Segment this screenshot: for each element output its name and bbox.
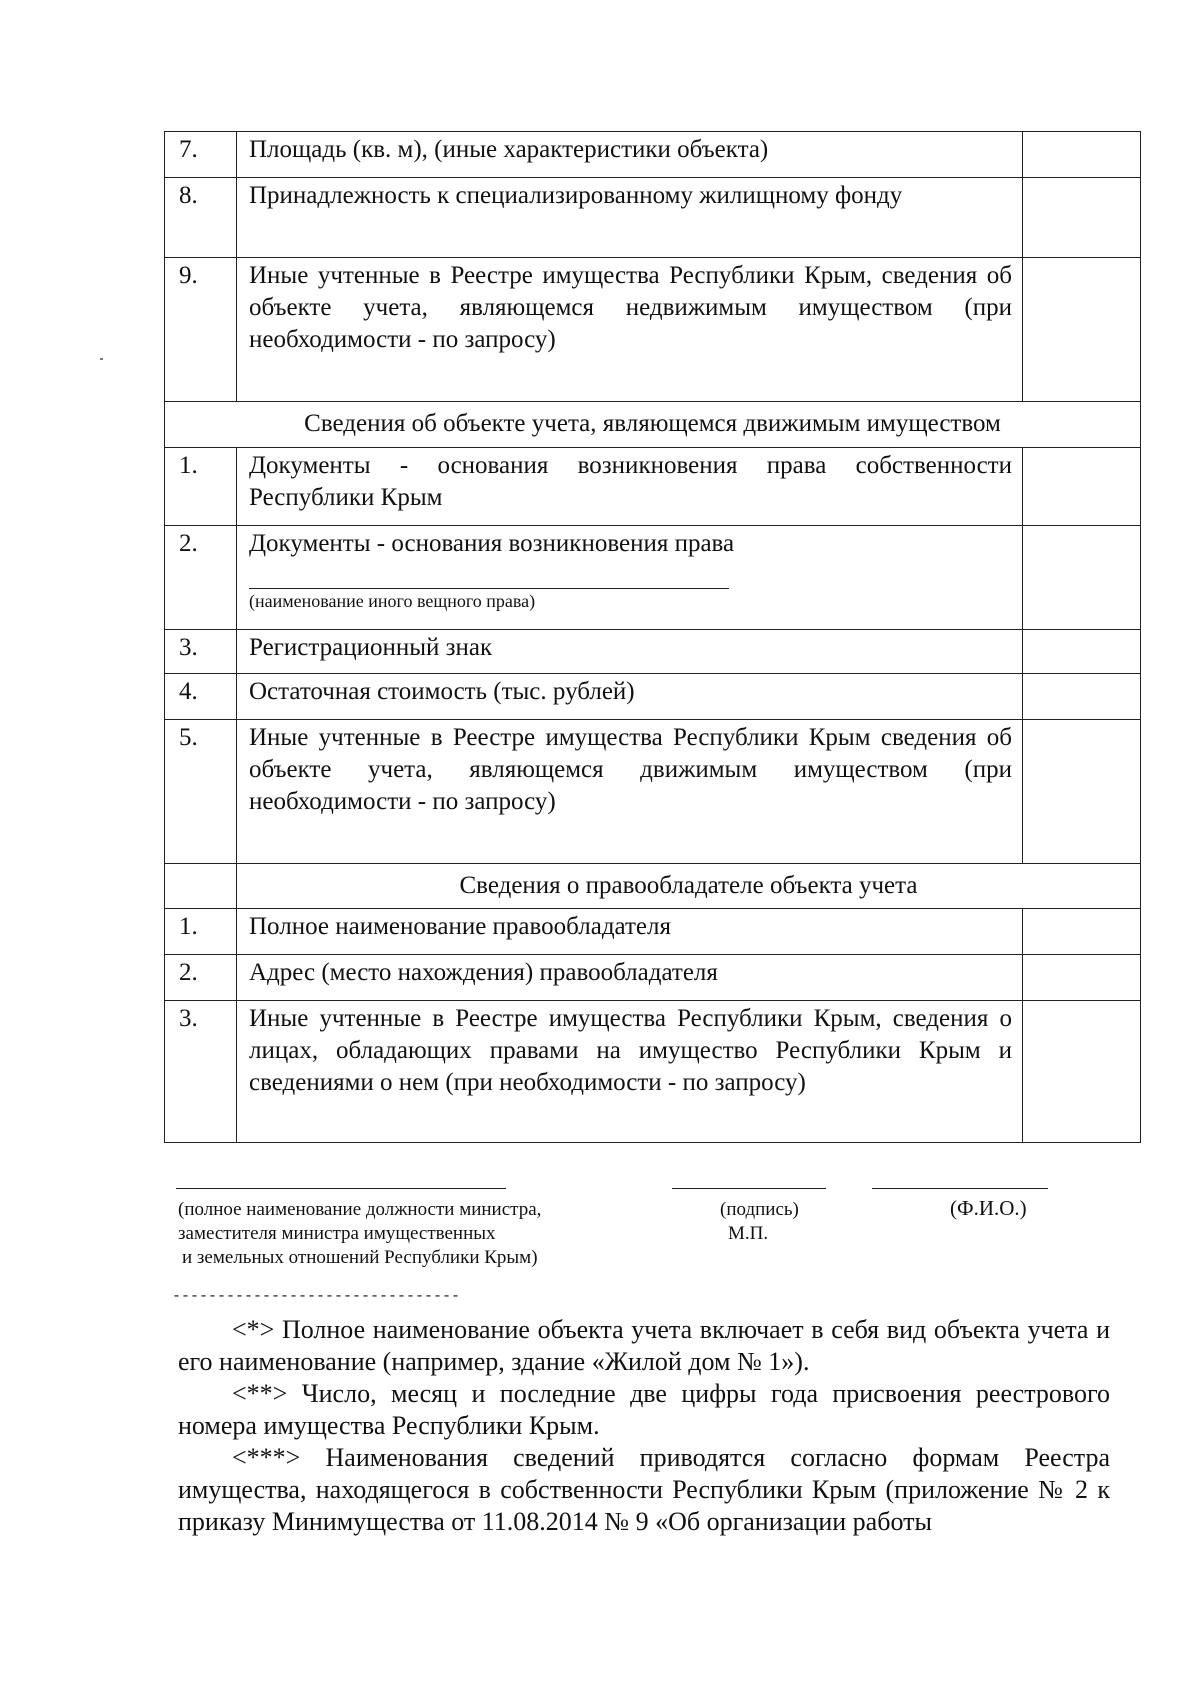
row-number: 5. bbox=[165, 720, 237, 864]
row-label: Документы - основания возникновения права собственности Республики Крым bbox=[237, 448, 1023, 526]
row-number: 3. bbox=[165, 630, 237, 674]
row-label: Иные учтенные в Реестре имущества Республики Крым, сведения об объекте учета, являющемся недвижимым имуществом (при необходимости - по запросу) bbox=[237, 258, 1023, 402]
table-row bbox=[165, 132, 1141, 178]
row-value bbox=[1023, 258, 1141, 402]
row-label: Остаточная стоимость (тыс. рублей) bbox=[237, 674, 1023, 720]
section-heading-holder: Сведения о правообладателе объекта учета bbox=[237, 864, 1141, 909]
fill-in-line bbox=[249, 560, 729, 589]
row-value bbox=[1023, 132, 1141, 178]
row-label: Иные учтенные в Реестре имущества Республики Крым сведения об объекте учета, являющемся движимым имуществом (при необходимости - по запросу) bbox=[237, 720, 1023, 864]
footnote-separator: -------------------------------- bbox=[172, 1288, 461, 1305]
row-number: 3. bbox=[165, 1001, 237, 1143]
row-label: Площадь (кв. м), (иные характеристики объекта) bbox=[237, 132, 1023, 178]
row-number: 1. bbox=[165, 909, 237, 955]
name-signature-line bbox=[872, 1188, 1048, 1189]
section-row bbox=[165, 864, 1141, 909]
footnote-3: <***> Наименования сведений приводятся согласно формам Реестра имущества, находящегося в собственности Республики Крым (приложение № 2 к приказу Минимущества от 11.08.2014 № 9 «Об организации работы bbox=[178, 1443, 1110, 1536]
row-number: 9. bbox=[165, 258, 237, 402]
position-signature-line bbox=[176, 1188, 506, 1189]
row-value bbox=[1023, 674, 1141, 720]
table-row bbox=[165, 1001, 1141, 1143]
section-row bbox=[165, 402, 1141, 448]
row-number: 1. bbox=[165, 448, 237, 526]
position-caption-line: и земельных отношений Республики Крым) bbox=[182, 1247, 538, 1268]
scan-speck bbox=[100, 358, 103, 360]
table-row bbox=[165, 955, 1141, 1001]
footnote-2: <**> Число, месяц и последние две цифры года присвоения реестрового номера имущества Республики Крым. bbox=[178, 1379, 1110, 1440]
row-number: 2. bbox=[165, 955, 237, 1001]
name-caption: (Ф.И.О.) bbox=[950, 1196, 1027, 1220]
row-value bbox=[1023, 909, 1141, 955]
fill-in-caption: (наименование иного вещного права) bbox=[249, 591, 536, 611]
table-row bbox=[165, 448, 1141, 526]
section-heading-movable: Сведения об объекте учета, являющемся движимым имуществом bbox=[165, 402, 1141, 448]
row-label: Адрес (место нахождения) правообладателя bbox=[237, 955, 1023, 1001]
row-value bbox=[1023, 720, 1141, 864]
table-row bbox=[165, 178, 1141, 258]
position-caption-line: (полное наименование должности министра, bbox=[178, 1199, 542, 1220]
row-value bbox=[1023, 630, 1141, 674]
signature-caption bbox=[720, 1198, 799, 1246]
row-number bbox=[165, 864, 237, 909]
row-value bbox=[1023, 526, 1141, 630]
position-caption-line: заместителя министра имущественных bbox=[178, 1223, 496, 1244]
signature-line bbox=[672, 1188, 826, 1189]
stamp-caption: М.П. bbox=[728, 1223, 769, 1244]
table-row bbox=[165, 674, 1141, 720]
table-row bbox=[165, 720, 1141, 864]
row-label: Принадлежность к специализированному жилищному фонду bbox=[237, 178, 1023, 258]
row-label-with-blank bbox=[237, 526, 1023, 630]
table-row bbox=[165, 258, 1141, 402]
row-label: Полное наименование правообладателя bbox=[237, 909, 1023, 955]
row-label: Регистрационный знак bbox=[237, 630, 1023, 674]
table-row bbox=[165, 909, 1141, 955]
row-number: 8. bbox=[165, 178, 237, 258]
row-value bbox=[1023, 178, 1141, 258]
row-value bbox=[1023, 448, 1141, 526]
table-row bbox=[165, 630, 1141, 674]
row-number: 2. bbox=[165, 526, 237, 630]
position-caption bbox=[178, 1198, 541, 1270]
table-row bbox=[165, 526, 1141, 630]
row-label: Иные учтенные в Реестре имущества Республики Крым, сведения о лицах, обладающих правами на имущество Республики Крым и сведениями о нем (при необходимости - по запросу) bbox=[237, 1001, 1023, 1143]
sign-caption: (подпись) bbox=[720, 1199, 799, 1220]
row-value bbox=[1023, 955, 1141, 1001]
row-value bbox=[1023, 1001, 1141, 1143]
row-number: 4. bbox=[165, 674, 237, 720]
row-number: 7. bbox=[165, 132, 237, 178]
footnotes bbox=[178, 1314, 1110, 1538]
footnote-1: <*> Полное наименование объекта учета включает в себя вид объекта учета и его наименование (например, здание «Жилой дом № 1»). bbox=[178, 1315, 1110, 1376]
row-label: Документы - основания возникновения права bbox=[249, 530, 735, 557]
registry-table bbox=[164, 131, 1141, 1143]
